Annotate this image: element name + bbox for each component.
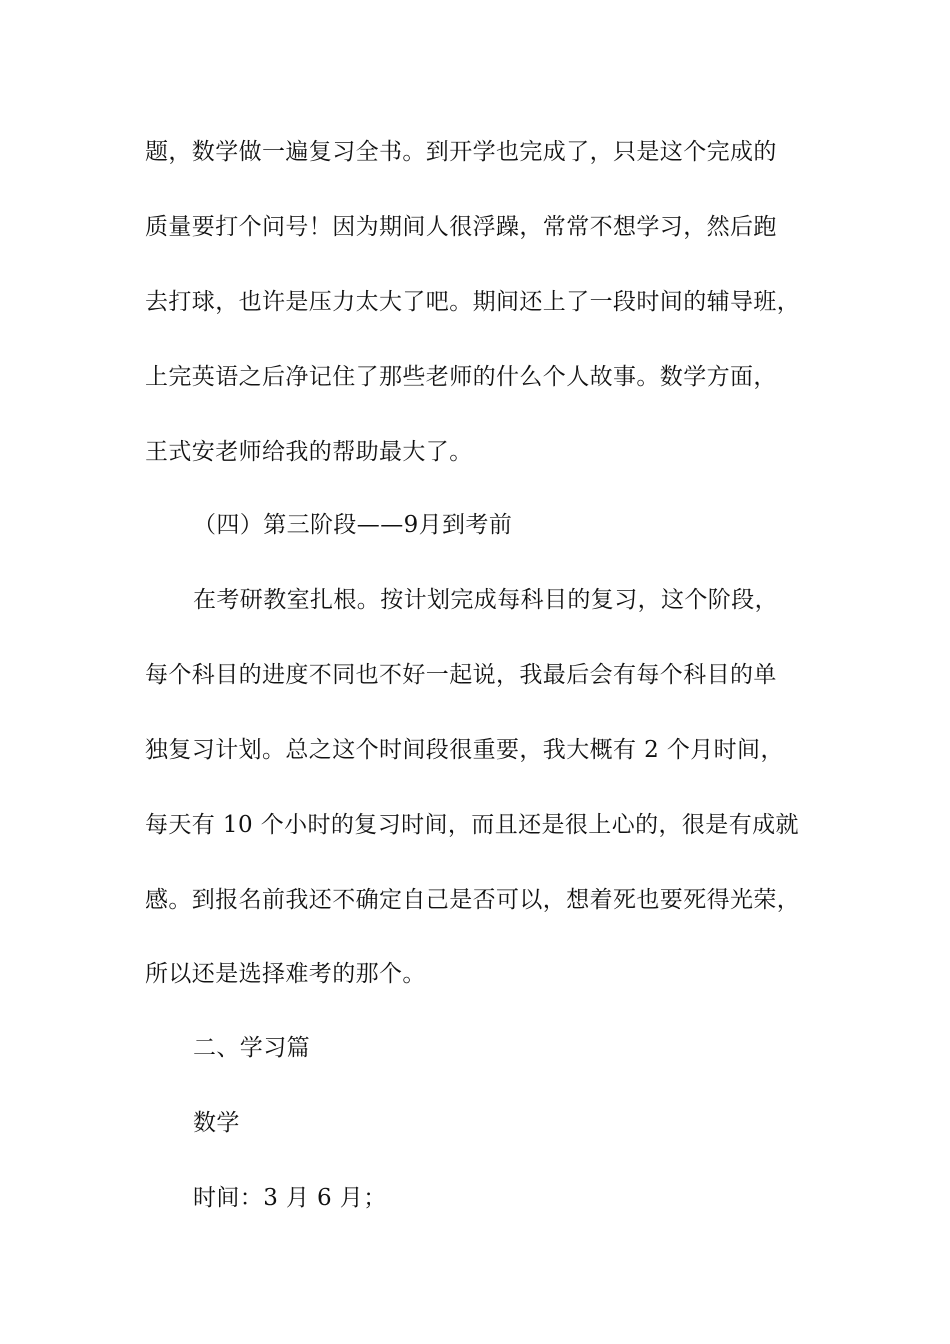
paragraph-line: 感。到报名前我还不确定自己是否可以，想着死也要死得光荣，	[145, 887, 801, 913]
time-line: 时间：3 月 6 月；	[193, 1185, 387, 1211]
paragraph-line: 每个科目的进度不同也不好一起说，我最后会有每个科目的单	[145, 662, 777, 688]
paragraph-line: 每天有 10 个小时的复习时间，而且还是很上心的，很是有成就	[145, 812, 799, 838]
paragraph-line: 独复习计划。总之这个时间段很重要，我大概有 2 个月时间，	[145, 737, 784, 763]
paragraph-line: 所以还是选择难考的那个。	[145, 961, 426, 987]
subject-heading: 数学	[193, 1110, 240, 1136]
paragraph-line: 上完英语之后净记住了那些老师的什么个人故事。数学方面，	[145, 364, 777, 390]
paragraph-line: 去打球，也许是压力太大了吧。期间还上了一段时间的辅导班，	[145, 289, 801, 315]
section-heading: （四）第三阶段——9月到考前	[193, 512, 513, 538]
paragraph-line: 在考研教室扎根。按计划完成每科目的复习，这个阶段，	[193, 587, 778, 613]
paragraph-line: 质量要打个问号！因为期间人很浮躁，常常不想学习，然后跑	[145, 214, 777, 240]
paragraph-line: 题，数学做一遍复习全书。到开学也完成了，只是这个完成的	[145, 139, 777, 165]
chapter-heading: 二、学习篇	[193, 1035, 310, 1061]
paragraph-line: 王式安老师给我的帮助最大了。	[145, 439, 473, 465]
